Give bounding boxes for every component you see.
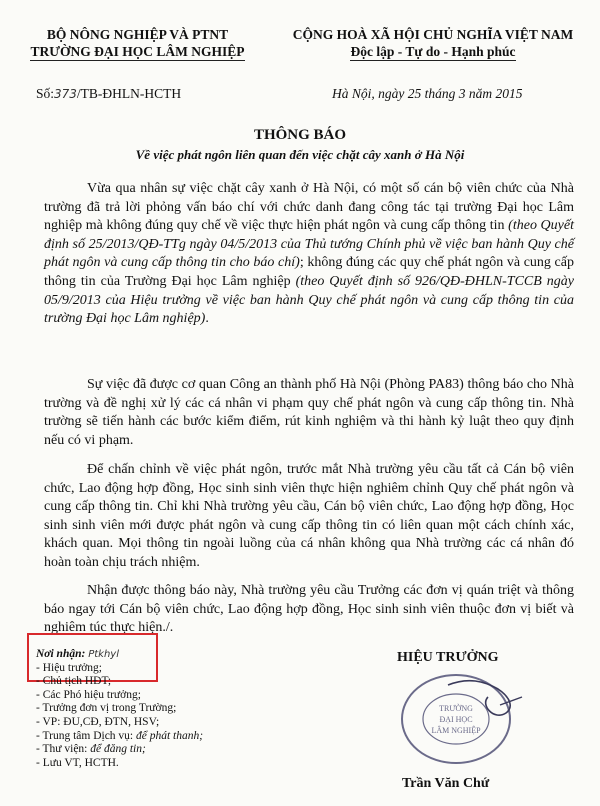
recipient-item: - Chủ tịch HĐT; [36, 675, 112, 688]
stamp-line-2: ĐẠI HỌC [439, 715, 473, 724]
recipients-list [36, 662, 203, 771]
recipient-item: - Trưởng đơn vị trong Trường; [36, 702, 177, 715]
paragraph-1: Vừa qua nhân sự việc chặt cây xanh ở Hà Nội, có một số cán bộ viên chức của Nhà trường đã trả lời phỏng vấn báo chí với chức danh đang công tác tại trường Đại học Lâm nghiệp mà không đúng quy chế về việc thực hiện phát ngôn và cung cấp thông tin (theo Quyết định số 25/2013/QĐ-TTg ngày 04/5/2013 của Thủ tướng Chính phủ về việc ban hành Quy chế phát ngôn và cung cấp thông tin cho báo chí); không đúng các quy chế phát ngôn và cung cấp thông tin của Trường Đại học Lâm nghiệp (theo Quyết định số 926/QĐ-ĐHLN-TCCB ngày 05/9/2013 của Hiệu trưởng về việc ban hành Quy chế phát ngôn và cung cấp thông tin của trường Đại học Lâm nghiệp). [44, 181, 574, 327]
place-date: Hà Nội, ngày 25 tháng 3 năm 2015 [332, 86, 523, 101]
stamp-line-1: TRƯỜNG [439, 704, 473, 713]
document-title: THÔNG BÁO [253, 127, 347, 143]
recipient-item: - Các Phó hiệu trưởng; [36, 688, 141, 701]
signer-role: HIỆU TRƯỞNG [397, 650, 499, 665]
paragraph-3: Để chấn chỉnh về việc phát ngôn, trước mắt Nhà trường yêu cầu tất cả Cán bộ viên chức, Lao động hợp đồng, Học sinh sinh viên thực hiện nghiêm chỉnh Quy chế phát ngôn và cung cấp thông tin. Chỉ khi Nhà trường yêu cầu, Cán bộ viên chức, Lao động hợp đồng, Học sinh sinh viên mới được phát ngôn và cung cấp thông tin có liên quan một cách chính xác, khách quan. Mọi thông tin ngoài luồng của cá nhân không qua Nhà trường các cá nhân đó hoàn toàn chịu trách nhiệm. [44, 462, 574, 570]
recipients-heading: Nơi nhận: Ptkhyl [36, 648, 119, 660]
recipient-item: - VP: ĐU,CĐ, ĐTN, HSV; [36, 715, 160, 728]
document-number: Số:373/TB-ĐHLN-HCTH [36, 86, 182, 101]
ministry-name: BỘ NÔNG NGHIỆP VÀ PTNT [46, 27, 229, 42]
ministry-header [15, 26, 260, 61]
paragraph-4: Nhận được thông báo này, Nhà trường yêu cầu Trưởng các đơn vị quán triệt và thông báo ngay tới Cán bộ viên chức, Lao động hợp đồng, Học sinh sinh viên thuộc đơn vị biết và nghiêm túc thực hiện./. [44, 583, 574, 636]
handwritten-number: 373 [54, 87, 77, 101]
university-name: TRƯỜNG ĐẠI HỌC LÂM NGHIỆP [30, 44, 245, 59]
recipient-item: - Lưu VT, HCTH. [36, 756, 119, 769]
recipient-item: - Trung tâm Dịch vụ: để phát thanh; [36, 729, 204, 742]
country-name: CỘNG HOÀ XÃ HỘI CHỦ NGHĨA VIỆT NAM [292, 27, 574, 42]
document-subtitle: Về việc phát ngôn liên quan đến việc chặt cây xanh ở Hà Nội [135, 147, 465, 162]
recipients-block [36, 648, 203, 770]
paragraph-2: Sự việc đã được cơ quan Công an thành phố Hà Nội (Phòng PA83) thông báo cho Nhà trường và đề nghị xử lý các cá nhân vi phạm quy chế phát ngôn và cung cấp thông tin. Nhà trường sẽ tiến hành các bước kiểm điểm, rút kinh nghiệm và thi hành kỷ luật theo quy định nếu có vi phạm. [44, 377, 574, 448]
recipient-item: - Thư viện: để đăng tin; [36, 743, 146, 756]
official-stamp [388, 667, 528, 775]
stamp-line-3: LÂM NGHIỆP [431, 726, 481, 735]
handwritten-initials: Ptkhyl [88, 649, 119, 660]
national-header [272, 26, 594, 61]
national-motto: Độc lập - Tự do - Hạnh phúc [350, 44, 516, 59]
signer-name: Trần Văn Chứ [402, 776, 490, 791]
recipient-item: - Hiệu trưởng; [36, 661, 102, 674]
